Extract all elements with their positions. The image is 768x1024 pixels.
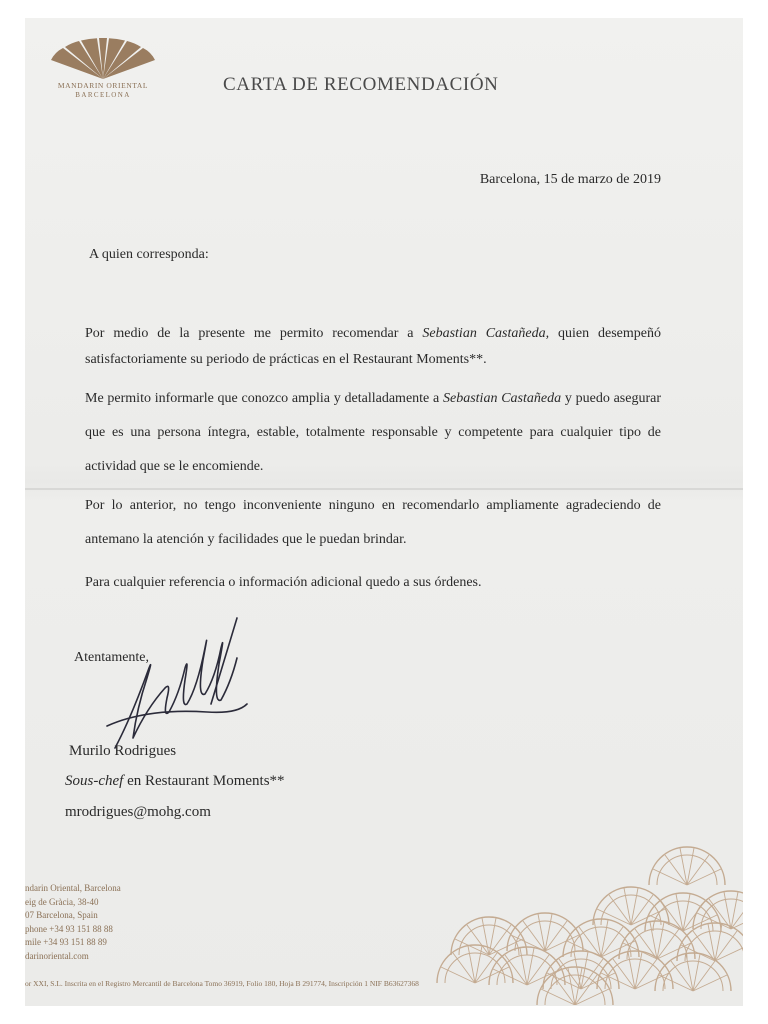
letter-title: CARTA DE RECOMENDACIÓN [223,74,499,95]
letter-page [25,18,743,1006]
p1-text-a: Por medio de la presente me permito recomendar a [85,326,423,341]
footer-line: ndarin Oriental, Barcelona [25,883,121,893]
signer-role [65,773,285,790]
p1-text-b: quien desempeñó satisfactoriamente su periodo de prácticas en el Restaurant Moments**. [85,326,661,367]
p2-text-a: Me permito informarle que conozco amplia y detalladamente a [85,391,443,406]
decorative-fan-pattern-icon [435,833,743,1005]
footer-line: darinoriental.com [25,950,89,961]
closing-text: Atentamente, [74,650,150,665]
fan-logo-icon [49,38,157,80]
letterhead-logo [49,38,157,99]
signer-role-title: Sous-chef [65,773,124,789]
paragraph-4: Para cualquier referencia o información adicional quedo a sus órdenes. [85,575,482,590]
p2-candidate-name: Sebastian Castañeda [443,391,562,406]
brand-name: MANDARIN ORIENTAL [57,81,149,90]
signer-name: Murilo Rodrigues [69,743,177,759]
footer-line: mile +34 93 151 88 89 [25,937,107,947]
p1-candidate-name: Sebastian Castañeda, [422,326,550,341]
footer-line: phone +34 93 151 88 88 [25,923,113,934]
handwritten-signature [87,608,287,758]
paragraph-1 [85,321,661,373]
p2-text-b: y puedo asegurar que es una persona íntegra, estable, totalmente responsable y competente para cualquier tipo de actividad que se le encomiende. [85,391,661,474]
footer-address [25,882,121,963]
signer-email: mrodrigues@mohg.com [65,804,211,820]
letter-date: Barcelona, 15 de marzo de 2019 [479,172,661,187]
signer-role-place: en Restaurant Moments** [123,773,285,789]
brand-city: BARCELONA [75,91,131,99]
letter-greeting: A quien corresponda: [89,247,209,262]
footer-legal-text: or XXI, S.L. Inscrita en el Registro Mercantil de Barcelona Tomo 36919, Folio 180, Hoja B 291774, Inscripción 1 NIF B63627368 [25,979,419,988]
footer-line: eig de Gràcia, 38-40 [25,896,99,907]
paragraph-2 [85,382,661,484]
footer-line: 07 Barcelona, Spain [25,910,98,920]
paragraph-3: Por lo anterior, no tengo inconveniente ninguno en recomendarlo ampliamente agradeciendo de antemano la atención y facilidades que le puedan brindar. [85,498,661,547]
